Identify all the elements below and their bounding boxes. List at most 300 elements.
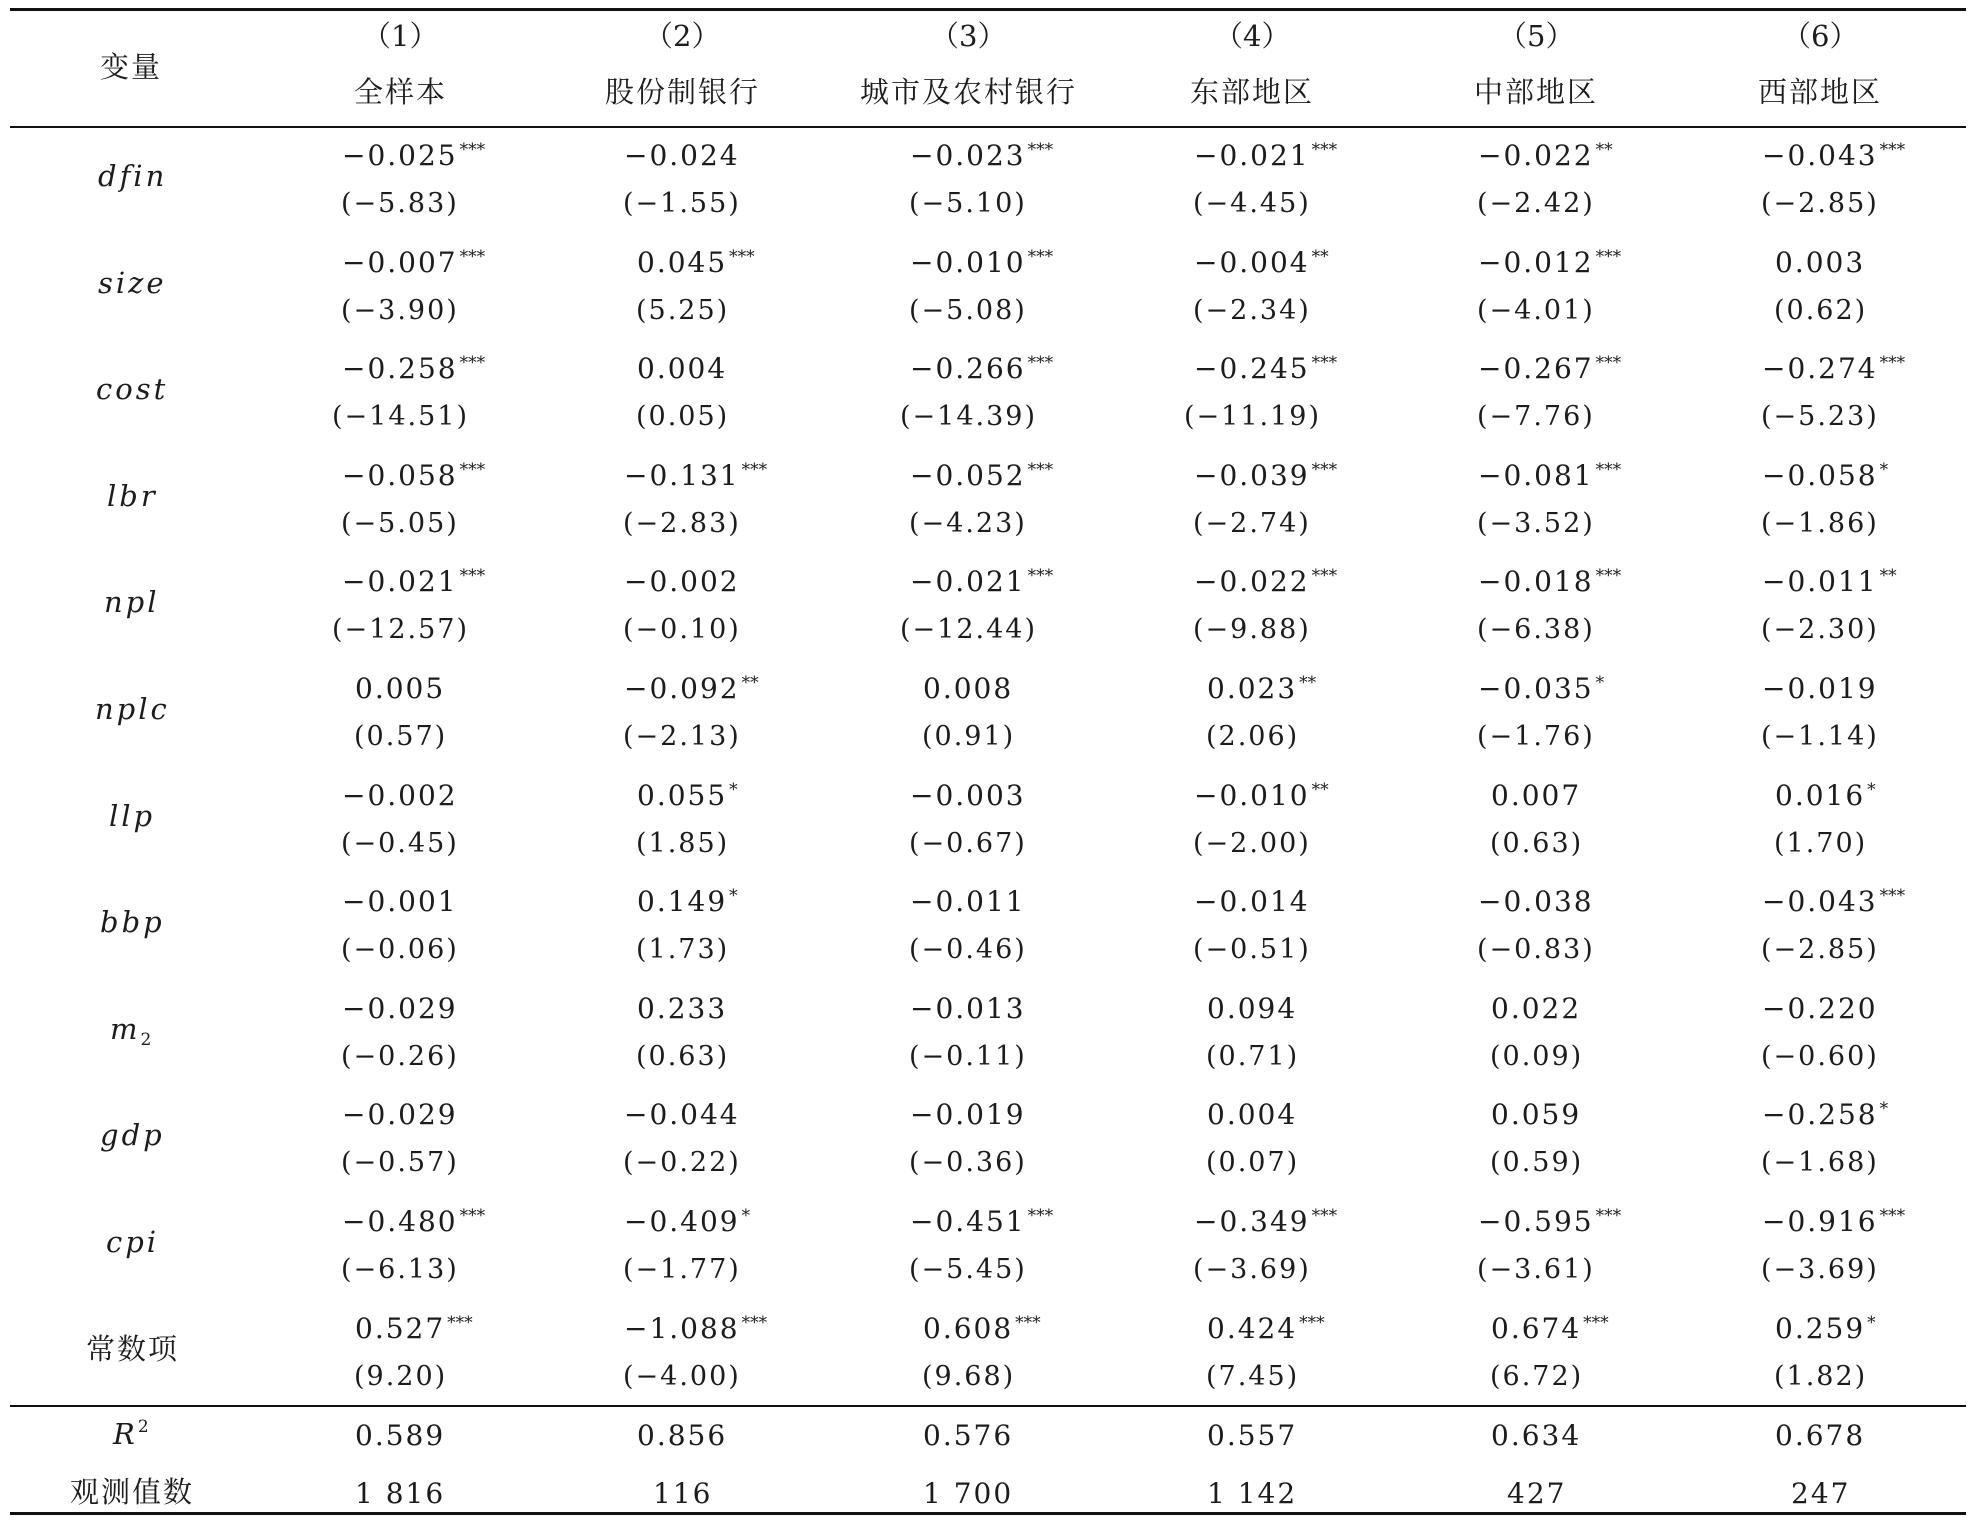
t-statistic: (−6.13) [341,1254,459,1285]
coefficient-value: −0.010 [910,245,1026,279]
coefficient-cell [1491,1311,1609,1345]
coefficient-value: −0.267 [1478,352,1594,386]
coefficient-value: −0.266 [910,352,1026,386]
significance-stars: * [1879,1099,1889,1120]
significance-stars: ** [1879,566,1897,587]
coefficient-value: −0.039 [1194,458,1310,492]
coefficient-cell [342,245,486,279]
coefficient-cell [1478,139,1613,172]
variable-name: bbp [100,905,165,940]
significance-stars: *** [459,246,486,267]
coefficient-cell [1478,885,1594,919]
coefficient-value: −0.007 [342,245,458,279]
t-statistic: (−3.61) [1477,1254,1595,1285]
coefficient-value: −0.044 [624,1098,740,1132]
coefficient-cell [624,458,768,492]
coefficient-value: −0.029 [342,991,458,1025]
coefficient-value: 0.045 [637,245,728,279]
coefficient-value: −0.014 [1194,885,1310,919]
significance-stars: *** [1595,566,1622,587]
coefficient-cell [1762,885,1906,919]
t-statistic: (−1.55) [623,188,741,219]
t-statistic: (−0.60) [1761,1040,1879,1072]
coefficient-cell [637,778,738,812]
t-statistic: (−0.26) [341,1040,459,1072]
t-statistic: (−4.00) [623,1360,741,1392]
coefficient-cell [342,991,458,1025]
coefficient-cell [1194,352,1338,386]
column-name: 全样本 [354,75,448,109]
significance-stars: *** [1879,886,1906,907]
column-number: （4） [1214,19,1291,53]
coefficient-value: −0.916 [1762,1205,1878,1238]
column-number: （6） [1782,19,1859,53]
coefficient-cell [1194,139,1338,172]
coefficient-value: −0.052 [910,458,1026,492]
coefficient-cell [624,1311,768,1345]
coefficient-value: −0.349 [1194,1205,1310,1238]
variable-label [100,1118,165,1153]
footer-value: 427 [1507,1477,1567,1510]
variable-name: m [110,1011,141,1046]
t-statistic: (9.20) [354,1360,448,1392]
coefficient-cell [1775,778,1876,812]
significance-stars: *** [1027,1206,1054,1226]
variable-label [98,159,168,193]
column-number: （3） [930,19,1007,53]
significance-stars: *** [1015,1312,1041,1333]
coefficient-value: −0.258 [342,352,458,386]
t-statistic: (−0.11) [909,1040,1027,1072]
coefficient-cell [1207,991,1298,1025]
coefficient-cell [637,885,738,919]
t-statistic: (−2.34) [1193,294,1311,326]
t-statistic: (−0.22) [623,1147,741,1179]
t-statistic: (−1.76) [1477,721,1595,752]
coefficient-value: −0.001 [342,885,458,919]
coefficient-value: −0.022 [1478,139,1594,172]
variable-name: cpi [106,1225,160,1259]
significance-stars: *** [1583,1312,1609,1333]
coefficient-value: −0.029 [342,1098,458,1132]
coefficient-value: −0.131 [624,458,740,492]
t-statistic: (0.63) [1490,827,1584,859]
t-statistic: (−0.51) [1193,934,1311,966]
t-statistic: (−14.39) [900,401,1037,433]
t-statistic: (−4.45) [1193,188,1311,219]
coefficient-cell [1762,458,1889,492]
bottom-rule [10,1512,1966,1515]
significance-stars: *** [741,459,768,480]
coefficient-cell [923,1311,1041,1345]
coefficient-cell [637,245,755,279]
coefficient-value: −0.021 [1194,139,1310,172]
significance-stars: ** [1595,140,1613,160]
t-statistic: (−1.77) [623,1254,741,1285]
t-statistic: (2.06) [1206,721,1300,752]
t-statistic: (−0.83) [1477,934,1595,966]
coefficient-value: −0.058 [1762,458,1878,492]
coefficient-value: −0.595 [1478,1205,1594,1238]
t-statistic: (6.72) [1490,1360,1584,1392]
significance-stars: *** [1311,140,1338,160]
t-statistic: (−2.85) [1761,934,1879,966]
coefficient-cell [910,352,1054,386]
t-statistic: (−2.00) [1193,827,1311,859]
significance-stars: *** [459,459,486,480]
significance-stars: * [1595,673,1605,693]
coefficient-cell [1478,1205,1622,1238]
significance-stars: *** [459,140,486,160]
t-statistic: (−12.57) [332,614,469,646]
coefficient-value: −0.451 [910,1205,1026,1238]
coefficient-value: −0.274 [1762,352,1878,386]
top-rule [10,8,1966,11]
significance-stars: * [1879,459,1889,480]
significance-stars: *** [459,566,486,587]
coefficient-value: 0.527 [355,1311,446,1345]
variable-label [100,905,165,940]
t-statistic: (−0.57) [341,1147,459,1179]
coefficient-cell [1194,458,1338,492]
significance-stars: * [741,1206,751,1226]
significance-stars: *** [1027,140,1054,160]
coefficient-cell [342,1098,458,1132]
coefficient-value: 0.259 [1775,1311,1866,1345]
coefficient-value: −0.003 [910,778,1026,812]
coefficient-cell [1478,458,1622,492]
variable-label [95,692,170,726]
coefficient-value: 0.094 [1207,991,1298,1025]
t-statistic: (−0.06) [341,934,459,966]
footer-value: 1 142 [1207,1477,1298,1510]
column-name: 城市及农村银行 [860,75,1078,109]
coefficient-value: 0.008 [923,672,1014,705]
t-statistic: (9.68) [922,1360,1016,1392]
t-statistic: (1.70) [1774,827,1868,859]
coefficient-cell [910,1205,1054,1238]
coefficient-value: 0.005 [355,672,446,705]
coefficient-cell [1762,352,1906,386]
t-statistic: (−3.90) [341,294,459,326]
variable-label [104,585,160,620]
coefficient-cell [342,778,458,812]
significance-stars: *** [1311,566,1338,587]
significance-stars: *** [1299,1312,1325,1333]
coefficient-value: −0.011 [910,885,1026,919]
coefficient-cell [1762,672,1878,705]
significance-stars: *** [1027,246,1054,267]
t-statistic: (−5.05) [341,507,459,539]
coefficient-cell [910,778,1026,812]
t-statistic: (−0.36) [909,1147,1027,1179]
variable-label [107,478,158,513]
coefficient-value: 0.608 [923,1311,1014,1345]
t-statistic: (−1.14) [1761,721,1879,752]
t-statistic: (−4.23) [909,507,1027,539]
variable-label [106,1225,160,1259]
t-statistic: (−1.68) [1761,1147,1879,1179]
column-name: 西部地区 [1758,75,1883,109]
coefficient-value: −0.245 [1194,352,1310,386]
variable-label [98,265,167,300]
coefficient-cell [355,1311,473,1345]
significance-stars: ** [1311,779,1329,800]
t-statistic: (−9.88) [1193,614,1311,646]
significance-stars: *** [1595,353,1622,374]
variable-label [110,1011,155,1050]
t-statistic: (−5.08) [909,294,1027,326]
coefficient-cell [1207,1098,1298,1132]
coefficient-cell [1194,778,1329,812]
coefficient-value: 0.007 [1491,778,1582,812]
t-statistic: (0.59) [1490,1147,1584,1179]
column-name: 股份制银行 [605,75,761,109]
coefficient-cell [910,139,1054,172]
footer-label-text: 观测值数 [70,1475,195,1509]
significance-stars: *** [1311,1206,1338,1226]
coefficient-cell [1478,565,1622,599]
coefficient-cell [1491,1098,1582,1132]
coefficient-cell [1762,1098,1889,1132]
coefficient-value: −0.043 [1762,885,1878,919]
coefficient-value: 0.003 [1775,245,1866,279]
coefficient-cell [624,139,740,172]
coefficient-cell [1194,1205,1338,1238]
t-statistic: (0.71) [1206,1040,1300,1072]
coefficient-value: 0.233 [637,991,728,1025]
coefficient-cell [1762,991,1878,1025]
coefficient-cell [1762,1205,1906,1238]
t-statistic: (0.91) [922,721,1016,752]
significance-stars: *** [729,246,755,267]
coefficient-cell [1207,1311,1325,1345]
coefficient-value: −0.013 [910,991,1026,1025]
significance-stars: *** [447,1312,473,1333]
significance-stars: *** [459,353,486,374]
significance-stars: *** [1595,246,1622,267]
t-statistic: (−0.10) [623,614,741,646]
significance-stars: ** [1299,673,1317,693]
coefficient-cell [1194,565,1338,599]
coefficient-cell [1207,672,1317,705]
coefficient-cell [910,565,1054,599]
coefficient-value: 0.016 [1775,778,1866,812]
footer-value: 0.678 [1775,1419,1866,1452]
t-statistic: (1.82) [1774,1360,1868,1392]
coefficient-cell [624,672,759,705]
significance-stars: * [729,886,738,907]
coefficient-cell [923,672,1014,705]
coefficient-cell [1762,565,1897,599]
coefficient-cell [910,991,1026,1025]
significance-stars: *** [1879,140,1906,160]
footer-value: 0.576 [923,1419,1014,1452]
coefficient-value: 0.059 [1491,1098,1582,1132]
coefficient-cell [624,1098,740,1132]
t-statistic: (−5.83) [341,188,459,219]
coefficient-value: −0.021 [910,565,1026,599]
coefficient-cell [1491,991,1582,1025]
t-statistic: (−0.45) [341,827,459,859]
significance-stars: *** [1595,459,1622,480]
body-bottom-rule [10,1405,1966,1407]
coefficient-cell [910,885,1026,919]
t-statistic: (−2.83) [623,507,741,539]
footer-value: 0.589 [355,1419,446,1452]
variable-header: 变量 [100,50,163,84]
footer-value: 247 [1791,1477,1851,1510]
t-statistic: (1.85) [636,827,730,859]
significance-stars: *** [1027,459,1054,480]
coefficient-cell [342,458,486,492]
coefficient-value: 0.055 [637,778,728,812]
variable-name: dfin [98,159,168,193]
coefficient-cell [637,352,728,386]
coefficient-value: −0.480 [342,1205,458,1238]
coefficient-value: 0.004 [637,352,728,386]
coefficient-cell [910,245,1054,279]
t-statistic: (0.63) [636,1040,730,1072]
footer-value: 1 816 [355,1477,446,1510]
coefficient-value: −0.021 [342,565,458,599]
coefficient-cell [342,1205,486,1238]
coefficient-value: −0.011 [1762,565,1878,599]
coefficient-value: 0.004 [1207,1098,1298,1132]
variable-name: npl [104,585,160,620]
coefficient-cell [1478,672,1605,705]
coefficient-value: −0.092 [624,672,740,705]
t-statistic: (−5.45) [909,1254,1027,1285]
coefficient-value: −0.004 [1194,245,1310,279]
coefficient-value: 0.424 [1207,1311,1298,1345]
t-statistic: (−2.30) [1761,614,1879,646]
variable-name: gdp [100,1118,165,1153]
t-statistic: (0.07) [1206,1147,1300,1179]
footer-value: 0.856 [637,1419,728,1452]
t-statistic: (−3.69) [1761,1254,1879,1285]
column-number: （2） [644,19,721,53]
coefficient-cell [910,458,1054,492]
coefficient-value: −0.002 [342,778,458,812]
t-statistic: (−3.69) [1193,1254,1311,1285]
footer-value: 0.557 [1207,1419,1298,1452]
coefficient-value: −0.019 [910,1098,1026,1132]
significance-stars: * [1867,779,1876,800]
variable-name: size [98,265,167,300]
footer-label [70,1475,195,1509]
header-rule [10,126,1966,128]
coefficient-value: −0.058 [342,458,458,492]
coefficient-value: −0.038 [1478,885,1594,919]
t-statistic: (−14.51) [332,401,469,433]
significance-stars: *** [1879,1206,1906,1226]
coefficient-value: −0.022 [1194,565,1310,599]
coefficient-value: 0.023 [1207,672,1298,705]
t-statistic: (−5.23) [1761,401,1879,433]
coefficient-cell [1762,139,1906,172]
column-name: 东部地区 [1190,75,1315,109]
t-statistic: (−7.76) [1477,401,1595,433]
coefficient-cell [637,991,728,1025]
coefficient-cell [1478,245,1622,279]
coefficient-value: −0.024 [624,139,740,172]
footer-value: 116 [653,1477,713,1510]
t-statistic: (0.57) [354,721,448,752]
significance-stars: *** [1879,353,1906,374]
t-statistic: (−2.42) [1477,188,1595,219]
footer-label-text: R [113,1417,138,1451]
coefficient-value: −0.010 [1194,778,1310,812]
coefficient-value: −0.018 [1478,565,1594,599]
coefficient-cell [624,1205,751,1238]
t-statistic: (−2.13) [623,721,741,752]
coefficient-value: −1.088 [624,1311,740,1345]
coefficient-cell [1194,245,1329,279]
variable-label [86,1331,180,1366]
footer-label [113,1417,152,1451]
t-statistic: (−1.86) [1761,507,1879,539]
coefficient-value: −0.043 [1762,139,1878,172]
coefficient-value: 0.149 [637,885,728,919]
significance-stars: ** [741,673,759,693]
coefficient-cell [1775,1311,1876,1345]
column-number: （1） [362,19,439,53]
coefficient-value: 0.674 [1491,1311,1582,1345]
t-statistic: (0.09) [1490,1040,1584,1072]
significance-stars: *** [459,1206,486,1226]
coefficient-cell [355,672,446,705]
t-statistic: (0.62) [1774,294,1868,326]
variable-name: nplc [95,692,170,726]
variable-name: lbr [107,478,158,513]
t-statistic: (−3.52) [1477,507,1595,539]
footer-value: 1 700 [923,1477,1014,1510]
coefficient-value: −0.002 [624,565,740,599]
coefficient-cell [1491,778,1582,812]
coefficient-cell [342,352,486,386]
t-statistic: (5.25) [636,294,730,326]
significance-stars: ** [1311,246,1329,267]
t-statistic: (1.73) [636,934,730,966]
coefficient-value: −0.023 [910,139,1026,172]
coefficient-cell [342,885,458,919]
coefficient-value: −0.012 [1478,245,1594,279]
significance-stars: *** [1027,353,1054,374]
significance-stars: *** [741,1312,768,1333]
variable-label [109,798,156,833]
variable-name: cost [96,372,169,407]
t-statistic: (−5.10) [909,188,1027,219]
significance-stars: * [729,779,738,800]
coefficient-value: −0.258 [1762,1098,1878,1132]
coefficient-value: −0.220 [1762,991,1878,1025]
t-statistic: (−0.46) [909,934,1027,966]
coefficient-cell [910,1098,1026,1132]
coefficient-cell [1775,245,1866,279]
coefficient-value: −0.409 [624,1205,740,1238]
column-name: 中部地区 [1474,75,1599,109]
coefficient-value: 0.022 [1491,991,1582,1025]
column-number: （5） [1498,19,1575,53]
variable-name: llp [109,798,156,833]
t-statistic: (−2.74) [1193,507,1311,539]
coefficient-cell [624,565,740,599]
variable-subscript: 2 [140,1029,155,1050]
significance-stars: *** [1027,566,1054,587]
coefficient-cell [1478,352,1622,386]
footer-value: 0.634 [1491,1419,1582,1452]
